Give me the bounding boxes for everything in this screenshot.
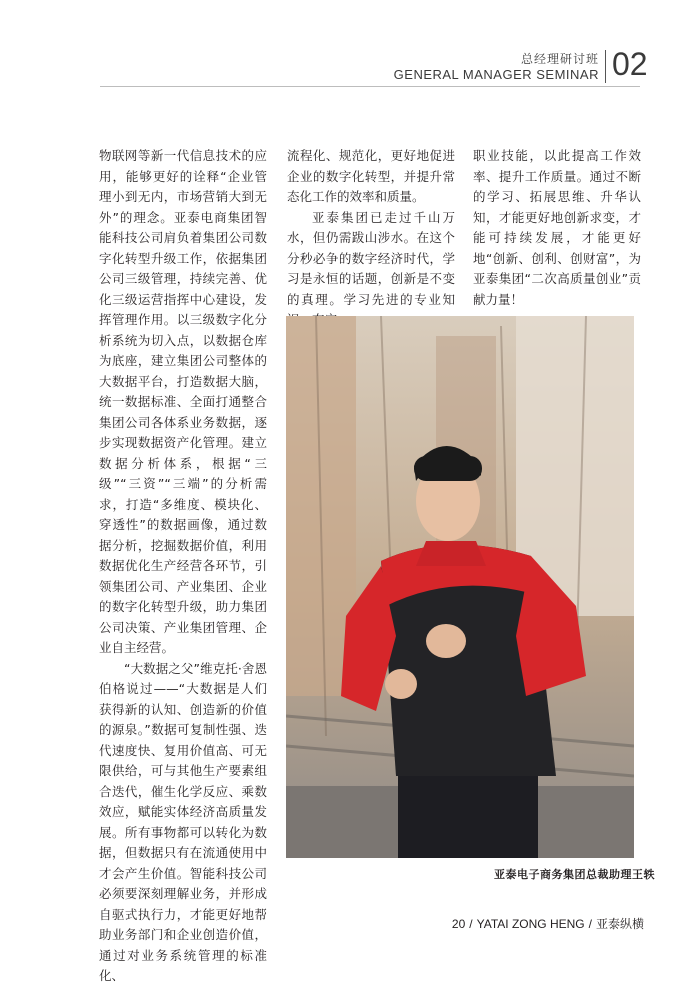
- magazine-name-cn: 亚泰纵横: [595, 917, 644, 931]
- paragraph: 物联网等新一代信息技术的应用，能够更好的诠释“企业管理小到无内，市场营销大到无外”的理念。亚泰电商集团智能科技公司肩负着集团公司数字化转型升级工作，依据集团公司三级管理，持续完善、优化三级运营指挥中心建设，发挥管理作用。以三级数字化分析系统为切入点，以数据仓库为底座，建立集团公司整体的大数据平台，打造数据大脑，统一数据标准、全面打通整合集团公司各体系业务数据，逐步实现数据资产化管理。建立数据分析体系，根据“三级”“三资”“三端”的分析需求，打造“多维度、模块化、穿透性”的数据画像，通过数据分析，挖掘数据价值，利用数据优化生产经营各环节，引领集团公司、产业集团、企业的数字化转型升级，助力集团公司决策、产业集团管理、企业自主经营。: [99, 148, 267, 655]
- footer-separator: /: [588, 917, 592, 931]
- paragraph: 亚泰集团已走过千山万水，但仍需跋山涉水。在这个分秒必争的数字经济时代，学习是永恒的话题，创新是不变的真理。学习先进的专业知: [287, 209, 455, 307]
- header-rule: [100, 86, 640, 87]
- header-separator: [605, 50, 606, 83]
- header-section-en: GENERAL MANAGER SEMINAR: [393, 67, 599, 82]
- page-number: 20: [451, 917, 466, 931]
- paragraph: “大数据之父”维克托·舍恩伯格说过——“大数据是人们获得新的认知、创造新的价值的源泉。”数据可复制性强、迭代速度快、复用价值高、可无限供给，可与其他生产要素组合迭代，催生化学反应、乘数效应，赋能实体经济高质量发展。所有事物都可以转化为数据，但数据只有在流通使用中才会产生价值。智能科技公司必须要深刻理解业务，并形成自驱式执行力，才能更好地帮助业务部门和企业创造价值，通过对业务系统管理的标准化、: [99, 660, 267, 983]
- paragraph: 职业技能，以此提高工作效率、提升工作质量。通过不断的学习、拓展思维、升华认知，才能更好地创新求变，才能可持续发展，才能更好地“创新、创利、创财富”，为亚泰集团“二次高质量创业”贡献力量！: [473, 148, 641, 307]
- footer-separator: /: [469, 917, 473, 931]
- footer: [450, 915, 646, 932]
- article-column-2: [287, 146, 455, 331]
- header-section-number: 02: [612, 46, 648, 82]
- article-column-3: [473, 146, 641, 310]
- runner-photo-illustration: [286, 316, 634, 858]
- magazine-name-en: YATAI ZONG HENG: [476, 917, 585, 931]
- photo-caption: 亚泰电子商务集团总裁助理王轶: [494, 868, 655, 881]
- header-section-cn: 总经理研讨班: [520, 52, 599, 66]
- paragraph: 流程化、规范化，更好地促进企业的数字化转型，并提升常态化工作的效率和质量。: [287, 148, 455, 204]
- portrait-photo: [286, 316, 634, 858]
- article-column-1: [99, 146, 267, 987]
